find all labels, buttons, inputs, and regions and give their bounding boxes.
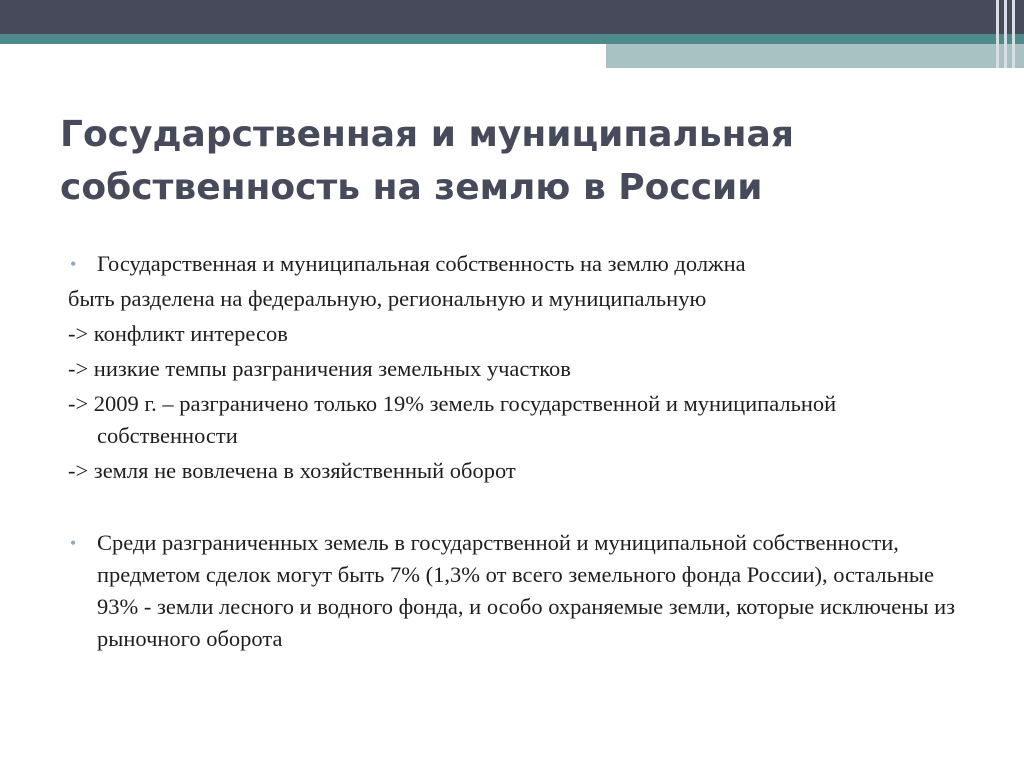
paragraph-text: Государственная и муниципальная собственность на землю должна xyxy=(97,251,746,276)
arrow-item xyxy=(68,318,958,350)
bullet-icon: • xyxy=(70,254,77,274)
paragraph-text: -> 2009 г. – разграничено только 19% земель государственной и муниципальной собственности xyxy=(68,391,837,448)
paragraph xyxy=(68,283,958,315)
bullet-item xyxy=(68,527,958,655)
header-band-teal xyxy=(0,34,1024,44)
bullet-item xyxy=(68,248,958,280)
bullet-icon: • xyxy=(70,533,77,553)
header-stripes xyxy=(992,0,1024,68)
slide-body xyxy=(68,248,958,658)
arrow-item xyxy=(68,455,958,487)
paragraph-text: -> земля не вовлечена в хозяйственный оборот xyxy=(68,458,516,483)
paragraph-text: -> низкие темпы разграничения земельных участков xyxy=(68,356,571,381)
spacer xyxy=(68,490,958,527)
arrow-item xyxy=(68,353,958,385)
paragraph-text: быть разделена на федеральную, региональную и муниципальную xyxy=(68,286,707,311)
paragraph-text: -> конфликт интересов xyxy=(68,321,288,346)
header-band-light xyxy=(606,44,1024,68)
paragraph-text: Среди разграниченных земель в государственной и муниципальной собственности, предметом сделок могут быть 7% (1,3% от всего земельного фонда России), остальные 93% - земли лесного и водного фонда, и особо охраняемые земли, которые исключены из рыночного оборота xyxy=(97,530,956,651)
header-band-dark xyxy=(0,0,1024,34)
slide-title: Государственная и муниципальная собственность на землю в России xyxy=(60,114,794,208)
arrow-item xyxy=(68,388,958,452)
